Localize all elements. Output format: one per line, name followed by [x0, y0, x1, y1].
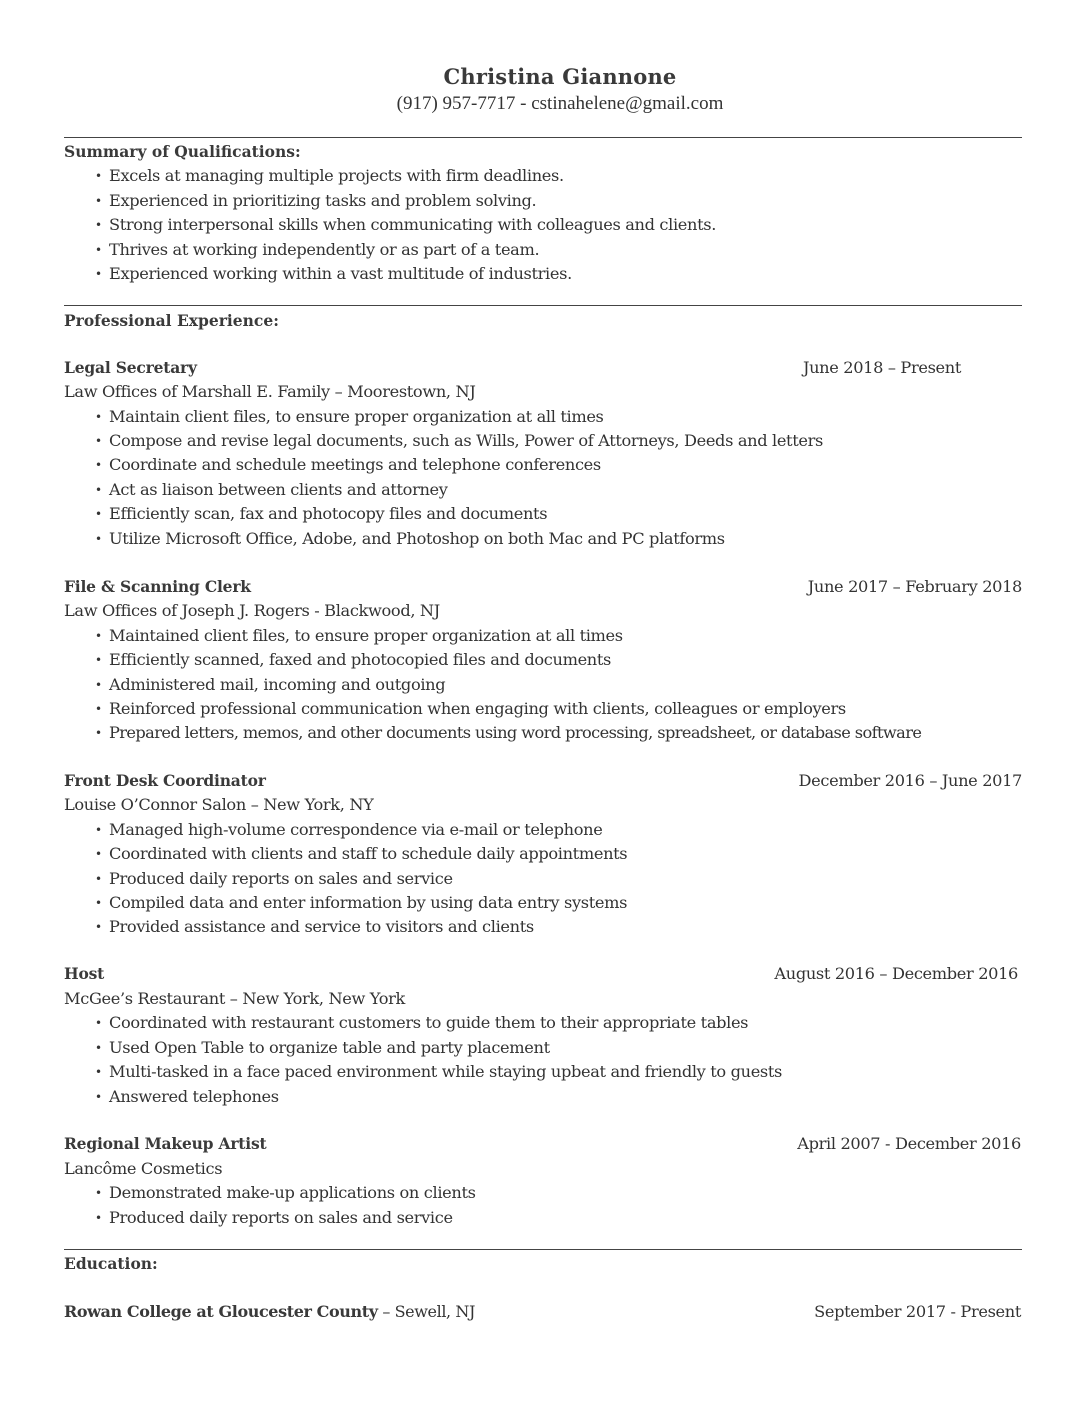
job-bullet: • Coordinate and schedule meetings and telephone conferences	[95, 453, 601, 477]
job-dates: June 2018 – Present	[802, 358, 961, 377]
bullet-icon: •	[95, 678, 102, 692]
job-bullet: • Multi-tasked in a face paced environment while staying upbeat and friendly to guests	[95, 1060, 782, 1084]
bullet-icon: •	[95, 1186, 102, 1200]
bullet-icon: •	[95, 726, 102, 740]
job-bullet: • Administered mail, incoming and outgoing	[95, 673, 445, 697]
school-location: – Sewell, NJ	[377, 1302, 476, 1321]
job-bullet: • Managed high-volume correspondence via e-mail or telephone	[95, 818, 602, 842]
summary-heading: Summary of Qualifications:	[64, 142, 301, 161]
job-bullet: • Used Open Table to organize table and party placement	[95, 1036, 550, 1060]
bullet-icon: •	[95, 458, 102, 472]
job-employer: Law Offices of Joseph J. Rogers - Blackwood, NJ	[64, 601, 440, 620]
bullet-icon: •	[95, 653, 102, 667]
divider	[64, 305, 1022, 306]
job-employer: Louise O’Connor Salon – New York, NY	[64, 795, 374, 814]
bullet-icon: •	[95, 872, 102, 886]
job-bullet: • Prepared letters, memos, and other documents using word processing, spreadsheet, or database software	[95, 721, 921, 745]
phone-number: (917) 957-7717	[396, 93, 516, 114]
divider	[64, 137, 1022, 138]
contact-separator: -	[515, 93, 532, 114]
summary-item: • Excels at managing multiple projects with firm deadlines.	[95, 164, 564, 188]
job-title: File & Scanning Clerk	[64, 577, 251, 596]
job-employer: McGee’s Restaurant – New York, New York	[64, 989, 405, 1008]
contact-line	[0, 92, 1088, 116]
bullet-icon: •	[95, 629, 102, 643]
summary-item: • Thrives at working independently or as part of a team.	[95, 238, 539, 262]
job-title: Front Desk Coordinator	[64, 771, 266, 790]
job-bullet: • Compiled data and enter information by using data entry systems	[95, 891, 627, 915]
divider	[64, 1249, 1022, 1250]
summary-item: • Strong interpersonal skills when communicating with colleagues and clients.	[95, 213, 716, 237]
job-bullet: • Maintained client files, to ensure proper organization at all times	[95, 624, 623, 648]
job-title: Regional Makeup Artist	[64, 1134, 267, 1153]
job-bullet: • Efficiently scan, fax and photocopy files and documents	[95, 502, 547, 526]
bullet-icon: •	[95, 507, 102, 521]
education-heading: Education:	[64, 1254, 158, 1273]
job-bullet: • Produced daily reports on sales and service	[95, 867, 453, 891]
job-bullet: • Compose and revise legal documents, such as Wills, Power of Attorneys, Deeds and letters	[95, 429, 823, 453]
job-dates: August 2016 – December 2016	[774, 964, 1018, 983]
job-employer: Law Offices of Marshall E. Family – Moorestown, NJ	[64, 382, 476, 401]
education-dates: September 2017 - Present	[814, 1302, 1021, 1321]
job-employer: Lancôme Cosmetics	[64, 1159, 223, 1178]
bullet-icon: •	[95, 1065, 102, 1079]
job-bullet: • Efficiently scanned, faxed and photocopied files and documents	[95, 648, 611, 672]
bullet-icon: •	[95, 532, 102, 546]
job-bullet: • Utilize Microsoft Office, Adobe, and Photoshop on both Mac and PC platforms	[95, 527, 725, 551]
job-bullet: • Demonstrated make-up applications on clients	[95, 1181, 476, 1205]
job-bullet: • Produced daily reports on sales and service	[95, 1206, 453, 1230]
bullet-icon: •	[95, 1090, 102, 1104]
job-dates: April 2007 - December 2016	[797, 1134, 1021, 1153]
job-bullet: • Maintain client files, to ensure proper organization at all times	[95, 405, 604, 429]
summary-item: • Experienced in prioritizing tasks and problem solving.	[95, 189, 536, 213]
bullet-icon: •	[95, 169, 102, 183]
bullet-icon: •	[95, 218, 102, 232]
bullet-icon: •	[95, 434, 102, 448]
job-bullet: • Coordinated with clients and staff to schedule daily appointments	[95, 842, 627, 866]
experience-heading: Professional Experience:	[64, 311, 279, 330]
summary-item: • Experienced working within a vast multitude of industries.	[95, 262, 572, 286]
email-address: cstinahelene@gmail.com	[531, 93, 724, 114]
job-bullet: • Provided assistance and service to visitors and clients	[95, 915, 534, 939]
candidate-name: Christina Giannone	[443, 64, 677, 89]
bullet-icon: •	[95, 483, 102, 497]
education-entry	[64, 1300, 475, 1324]
job-dates: June 2017 – February 2018	[807, 577, 1022, 596]
job-bullet: • Answered telephones	[95, 1085, 279, 1109]
resume-header	[0, 62, 1088, 116]
bullet-icon: •	[95, 410, 102, 424]
job-bullet: • Reinforced professional communication when engaging with clients, colleagues or employers	[95, 697, 846, 721]
bullet-icon: •	[95, 194, 102, 208]
bullet-icon: •	[95, 702, 102, 716]
bullet-icon: •	[95, 1016, 102, 1030]
bullet-icon: •	[95, 920, 102, 934]
bullet-icon: •	[95, 823, 102, 837]
job-dates: December 2016 – June 2017	[798, 771, 1022, 790]
bullet-icon: •	[95, 1041, 102, 1055]
bullet-icon: •	[95, 243, 102, 257]
school-name: Rowan College at Gloucester County	[64, 1302, 378, 1321]
bullet-icon: •	[95, 1211, 102, 1225]
bullet-icon: •	[95, 267, 102, 281]
bullet-icon: •	[95, 896, 102, 910]
job-title: Legal Secretary	[64, 358, 197, 377]
job-title: Host	[64, 964, 105, 983]
job-bullet: • Coordinated with restaurant customers to guide them to their appropriate tables	[95, 1011, 748, 1035]
job-bullet: • Act as liaison between clients and attorney	[95, 478, 448, 502]
bullet-icon: •	[95, 847, 102, 861]
